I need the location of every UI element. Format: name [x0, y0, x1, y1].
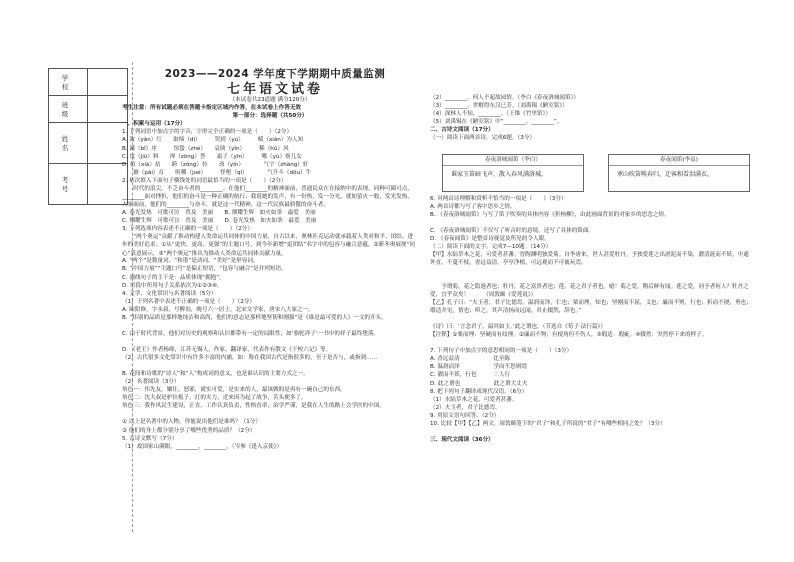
info-label: 考 号: [49, 164, 88, 205]
poem-line: 寒山吹笛唤春归，迁客相看泪满衣。: [617, 171, 714, 178]
question-line: （2）________，何人不起故园情。（李白《春夜洛城闻笛》）: [430, 95, 579, 101]
option-line: B. 鄙（bǐ）序 惊蛰（zhé） 哀恸（yīn） 稀（hǔ）风: [122, 145, 289, 152]
option-line: A. 香远益清 比至陈: [430, 356, 511, 363]
option-line: C. 濯而不妖，行也 三人行: [430, 372, 511, 379]
info-label: 姓 名: [49, 123, 88, 164]
option-line: A. 敛（yǎn）红 取缔（dì） 哭到（yú） 赋（xián）为人知: [122, 137, 304, 144]
question-line: （5）刘禹锡在《陋室铭》中“________，________”。: [430, 119, 563, 126]
option-line: C. 《春夜洛城闻笛》不仅写了听音时的意境，还写了具体的笛曲。: [430, 227, 595, 234]
info-row: [49, 164, 128, 205]
question-line: （2）名著阅读（3分）: [122, 379, 180, 386]
exam-title: 2023——2024 学年度下学期期中质量监测: [164, 68, 386, 80]
question-line: 8. 把下列句子翻译成现代汉语。（6分）: [430, 388, 528, 395]
passage-line: 【注释】①栗而理：坚硬而有纹理。②廉而不刿：有棱角但不伤人。③瑕适：瑕疵。④辍然：突然停下来的样子。: [430, 332, 708, 339]
option-line: C. 画线句子的主干是：品质体现“拥抱”。: [122, 274, 225, 281]
question-line: 2. 依次填入下面句子横线处的词语最恰当的一项是（ ）（2分）: [122, 177, 287, 184]
option-line: 搪（pāi）育 咀嚼（jué） 怪壑（qí） 气升斗（dǒu）牛: [122, 169, 312, 176]
passage-line: 角色二：沈大叔是驴拉板子，扛的夹力，近来因为起了战争，苦头便多了。: [122, 395, 307, 402]
option-line: C. 由于时代背景，他们对历史的观察和认识都带有一定的局限性，如‘骆驼祥子’一书中的祥子最终堕落。: [122, 330, 380, 337]
question-line: 3. 下列选项内容表述不正确的一项是（ ）（2分）: [122, 226, 253, 233]
poem-box-right: [608, 154, 750, 192]
option-line: C. 烟耀生辉 可歌可泣 普及 美丽 D. 卷光发热 如火如荼 最爱 美丽: [122, 218, 317, 225]
info-label: 学 校: [49, 69, 88, 96]
option-line: B. 温润而泽 学而不思则罔: [430, 364, 527, 371]
passage-line: 角色三：我作风民生建设，正直，工作认真负责，性格直率，治学严谨，是我在人生的路上会学医的中国。: [122, 403, 385, 410]
section-heading: 三、现代文阅读（36分）: [430, 436, 494, 443]
info-row: [49, 69, 128, 96]
option-line: D. 语段中所用句子关系依次为①②③④。: [122, 282, 223, 289]
passage-line: 时代的浪尖，不乏奋斗者的________。在他们________的精神面前，普通民众在在接纳中的表现，同种可圈可点，________面对挫折，他们的奋斗是一种正确的航行；我说她的发声，有一份热，发一分光，就如萤火一般，发光发热，大家面前，他们的________与奋斗，就是这一代精神，这一代民族最骄傲的奋斗者。: [122, 186, 413, 209]
option-line: A. “两个”是数量词，“和谐”是动词，“美好”是形容词。: [122, 258, 259, 265]
option-line: B. 花间和诗歌的“诗人”和“人”构成词的意义，也是谁认识的主要方式之一。: [122, 371, 309, 378]
option-line: A. 欧阳修，字永叔，号醉翁，晚号六一居士，北宋文学家，唐宋八大家之一。: [122, 306, 314, 313]
passage-line: 《诗》曰：‘言念君子，温其如玉。’此之谓也。（节选自《荀子·法行篇》）: [430, 324, 606, 331]
passage-line: 予谓菊，花之隐逸者也；牡丹，花之富贵者也；莲，花之君子者也。噫！菊之爱，陶后鲜有闻。莲之爱，同予者何人？牡丹之爱，宜乎众矣！ （周敦颐《爱莲说》）: [430, 284, 749, 299]
option-line: D. 《春夜闻笛》是整首诗视觉及所见的令人眼。: [430, 235, 550, 242]
passage-line: 角色一：伟先友，嫌仕，怒邪，就实可爱，是实来的人，最该做的是再有一碗自己的东西。: [122, 387, 346, 394]
option-line: D. 《老王》作者杨绛，江苏无锡人，作家、翻译家、代表作有散文《干校六记》等。: [122, 346, 332, 353]
info-label: 班 级: [49, 96, 88, 123]
question-line: 1. 下列词语中加点字的字音，字形完全正确的一项是（ ）（2分）: [122, 129, 293, 136]
option-line: D. 拍（xià）拈 跨（zǒng）拉 斋（yīn） 气宇（zhàng）轩: [122, 161, 309, 168]
exam-scope: （本试卷共23道题 满分120分）: [229, 97, 311, 103]
question-line: 5. 古诗文默写（7分）: [122, 435, 178, 442]
part-one-heading: 第一部分：选择题（共50分）: [232, 113, 308, 120]
question-line: （1）下列名著中表述不正确的一项是（ ）（2分）: [122, 298, 255, 305]
section-heading: 二、古诗文阅读（17分）: [430, 127, 494, 134]
info-blank: [88, 69, 128, 96]
question-line: ① 以上是名著中的人物，你能说出他们是谁吗？（1分）: [122, 419, 262, 426]
option-line: A. 两首诗都与写了客中思乡之情。: [430, 203, 516, 210]
passage-line: “两个奥运”贡献了推动构建人类命运共同体的中国力量，自古以来，奥林匹克运动就承载着人类对和平、团结、进步的美好追求。①从“更快、更高、更强”的主题口号，到今年新增“更团结”名字中的包容与融合意蕴，②新冬奥展现“同心”真意展示，③“两个奥运”推出为推动人类命运共同体贡献力量。: [122, 234, 416, 257]
question-line: （二）阅读下面的文字，完成7—10题。（14分）: [430, 243, 552, 250]
option-line: A. 卷光发热 可歌可泣 普及 美丽 B. 烟耀生辉 如火如荼 最爱 美丽: [122, 210, 316, 217]
question-line: （3）________，世解得东汉已芳。（刘禹锡《陋室铭》）: [430, 103, 568, 110]
left-column: [122, 96, 418, 451]
question-line: 10. 比较【甲】【乙】两文，周敦颐笔下的“君子”和孔子所说的“君子”有哪些相同之处？（3分）: [430, 420, 666, 427]
poem-title: 春夜洛城闻笛（李白）: [443, 155, 583, 166]
option-line: D. 此之谓也 此之谓大丈夫: [430, 380, 528, 387]
question-line: 4. 文学、文化常识与名著阅读（5分）: [122, 290, 217, 297]
right-column: [430, 94, 754, 444]
question-line: （2）夫玉者，君子比德焉。: [430, 404, 501, 411]
option-line: B. “伟别的品质是那样地纯洁和高尚，他们的意志是那样地坚韧和刚强”是《谁是最可爱的人》一文的开头。: [122, 314, 387, 321]
question-line: 9. 用原文语句回答。（2分）: [430, 412, 500, 419]
question-line: （1）故国家山满眼，________，________，（岑参《逢入京使》）: [122, 443, 283, 450]
passage-line: 【甲】水陆草木之花，可爱者甚蕃。晋陶渊明独爱菊。自李唐来，世人甚爱牡丹。予独爱莲之出淤泥而不染，濯清涟而不妖，中通外直，不蔓不枝，香远益清，亭亭净植，可远观而不可亵玩焉。: [430, 252, 749, 267]
option-line: B. “中国力量”“主题口号”是偏正短语，“包容与融合”是并列短语。: [122, 266, 287, 273]
option-line: B. 《春夜洛城闻笛》与写了笛子吹奏的具体内容《折杨柳》，由此画面背景的对家乡的思念之情。: [430, 211, 670, 218]
option-line: （2）古代很多文化常识中有许多丰富的内涵。如：称在我国古代是指很多的，至于是否与，或指到……: [122, 355, 378, 362]
info-row: [49, 123, 128, 164]
exam-subtitle: 七年语文试卷: [226, 82, 323, 97]
question-line: 一、积累与运用（17分）: [122, 121, 186, 128]
info-row: [49, 96, 128, 123]
poem-box-left: [442, 154, 584, 192]
poem-line: 谁家玉笛暗飞声，散入春风满洛城。: [451, 171, 548, 178]
poem-title: 春夜闻笛(李益): [609, 155, 749, 166]
question-line: （4）深林人不知，________。（王维《竹里馆》）: [430, 111, 552, 118]
question-line: ② 他们的身上都分别分享了哪些优秀的品质？（2分）: [122, 427, 256, 434]
question-line: （1）水陆草木之花，可爱者甚蕃。: [430, 396, 518, 403]
option-line: C. 坟（jiù）料 禅（zōng）荟 霜子（yīn） 哪（yù）姐儿女: [122, 153, 302, 160]
passage-line: 【乙】孔子曰：“夫玉者，君子比德焉。温润而泽，仁也；栗而理，知也；坚刚而不屈，义也；廉而不刿，行也；折而不挠，勇也；瑕适并见，情也；叩之，其声清扬而远闻，其止辍然，辞也。”: [430, 300, 752, 315]
question-line: 7. 下列句子中加点字的意思相同的一项是（ ）（3分）: [430, 348, 573, 355]
exam-notice: 考生注意：所有试题必须在答题卡指定区域内作答，在本试卷上作答无效: [122, 105, 302, 112]
question-line: 6. 对两首诗理解和赏析不恰当的一项是（ ）（3分）: [430, 195, 567, 202]
student-info-table: [48, 68, 128, 205]
question-line: （一）阅读下面两首诗，完成6题。（3分）: [430, 135, 536, 142]
